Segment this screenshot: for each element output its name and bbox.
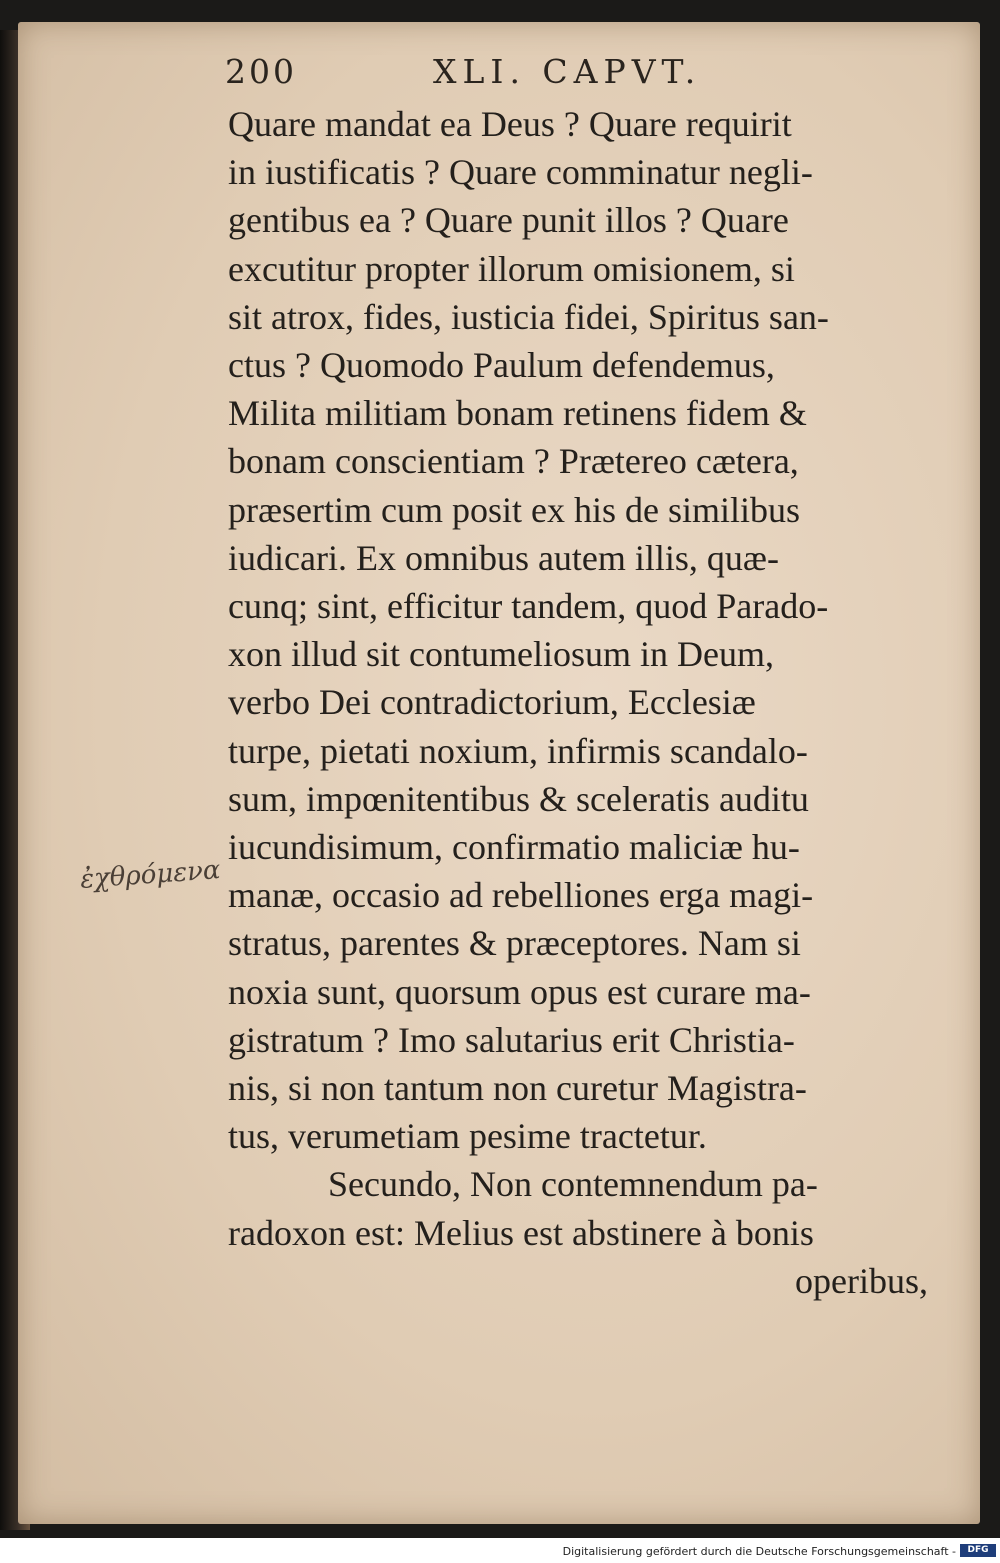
page-header [225,52,925,92]
page-number: 200 [225,52,297,91]
text-line: præsertim cum posit ex his de similibus [228,489,800,530]
text-line: tus, verumetiam pesime tractetur. [228,1116,707,1157]
text-line: bonam conscientiam ? Prætereo cætera, [228,441,799,482]
text-line: verbo Dei contradictorium, Ecclesiæ [228,682,756,723]
text-line: iudicari. Ex omnibus autem illis, quæ- [228,537,779,578]
text-line: nis, si non tantum non curetur Magistra- [228,1068,807,1109]
text-line: noxia sunt, quorsum opus est curare ma- [228,971,811,1012]
text-line: stratus, parentes & præceptores. Nam si [228,923,801,964]
page-text [228,100,928,1305]
text-line: Milita militiam bonam retinens fidem & [228,393,807,434]
text-line: gistratum ? Imo salutarius erit Christia- [228,1019,795,1060]
funding-notice: Digitalisierung gefördert durch die Deutsche Forschungsgemeinschaft - [562,1545,956,1558]
text-line: iucundisimum, confirmatio maliciæ hu- [228,827,800,868]
text-line: in iustificatis ? Quare comminatur negli- [228,152,813,193]
text-line: sit atrox, fides, iusticia fidei, Spiritus san- [228,296,829,337]
text-line: Quare mandat ea Deus ? Quare requirit [228,104,792,144]
catchword: operibus, [795,1260,928,1301]
dfg-logo: DFG [960,1544,996,1557]
chapter-title: XLI. CAPVT. [433,52,702,91]
text-line: radoxon est: Melius est abstinere à bonis [228,1212,814,1253]
text-line: xon illud sit contumeliosum in Deum, [228,634,774,675]
text-line: turpe, pietati noxium, infirmis scandalo- [228,730,808,771]
text-line: sum, impœnitentibus & sceleratis auditu [228,778,809,819]
text-line: ctus ? Quomodo Paulum defendemus, [228,345,775,386]
text-line: cunq; sint, efficitur tandem, quod Parado- [228,586,829,627]
text-line: gentibus ea ? Quare punit illos ? Quare [228,200,789,241]
text-line: Secundo, Non contemnendum pa- [328,1164,818,1205]
text-line: manæ, occasio ad rebelliones erga magi- [228,875,814,916]
text-line: excutitur propter illorum omisionem, si [228,248,795,289]
footer-bar [0,1538,1000,1563]
handwritten-marginalia: ἐχθρόμενα [79,855,222,895]
